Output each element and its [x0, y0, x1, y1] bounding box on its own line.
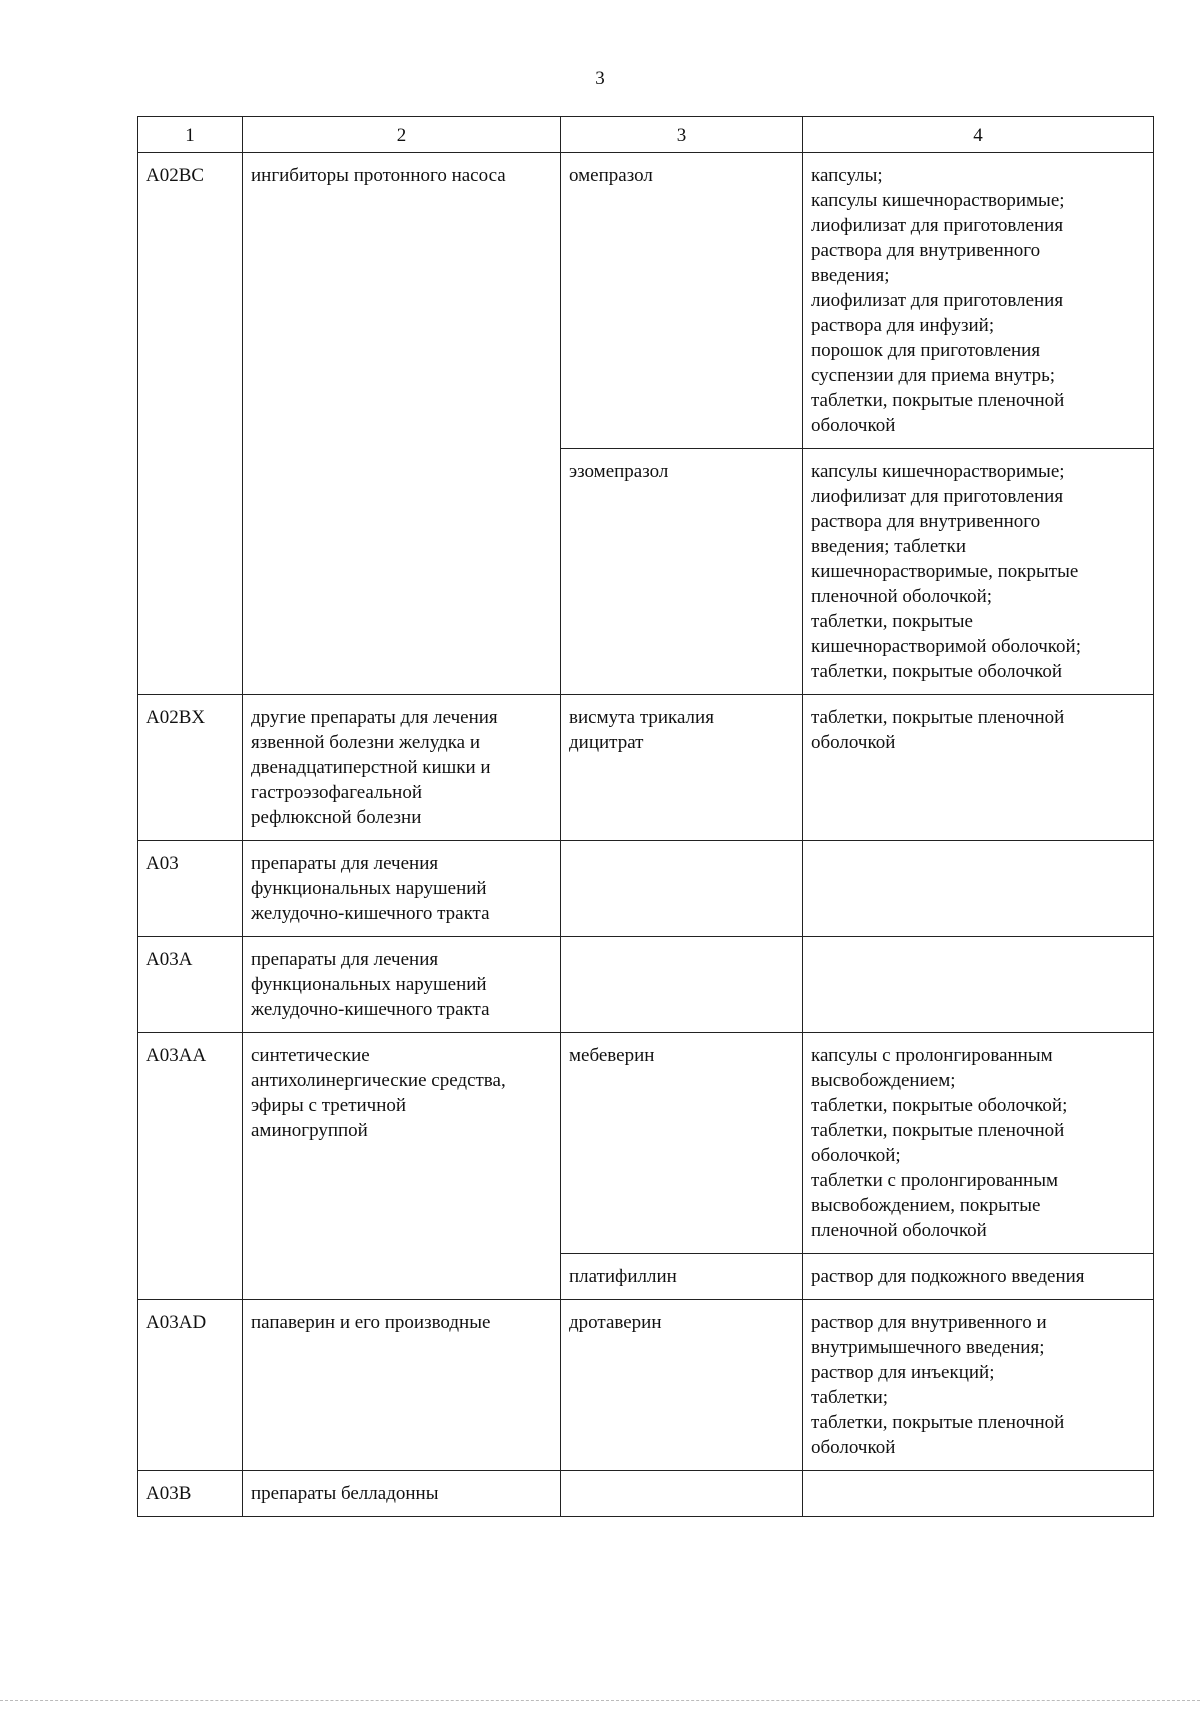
drug-name-cell: платифиллин: [561, 1254, 803, 1300]
dosage-forms-cell: раствор для подкожного введения: [803, 1254, 1154, 1300]
group-name-cell: препараты для лечения функциональных нарушений желудочно-кишечного тракта: [243, 841, 561, 937]
drug-name-cell: [561, 841, 803, 937]
dosage-forms-cell: капсулы кишечнорастворимые; лиофилизат для приготовления раствора для внутривенного введения; таблетки кишечнорастворимые, покрытые пленочной оболочкой; таблетки, покрытые кишечнорастворимой оболочкой; таблетки, покрытые оболочкой: [803, 449, 1154, 695]
table-row: [138, 1033, 1154, 1254]
table-row: [138, 841, 1154, 937]
atc-code-cell: A03AD: [138, 1300, 243, 1471]
header-row: [138, 117, 1154, 153]
group-name-cell: препараты белладонны: [243, 1471, 561, 1517]
dosage-forms-cell: таблетки, покрытые пленочной оболочкой: [803, 695, 1154, 841]
drug-name-cell: [561, 937, 803, 1033]
table-body: [138, 153, 1154, 1517]
column-header: 1: [138, 117, 243, 153]
table-header: [138, 117, 1154, 153]
dosage-forms-cell: капсулы с пролонгированным высвобождением; таблетки, покрытые оболочкой; таблетки, покрытые пленочной оболочкой; таблетки с пролонгированным высвобождением, покрытые пленочной оболочкой: [803, 1033, 1154, 1254]
drug-name-cell: эзомепразол: [561, 449, 803, 695]
drug-name-cell: дротаверин: [561, 1300, 803, 1471]
atc-code-cell: A03B: [138, 1471, 243, 1517]
table-row: [138, 695, 1154, 841]
table-row: [138, 153, 1154, 449]
group-name-cell: ингибиторы протонного насоса: [243, 153, 561, 695]
column-header: 4: [803, 117, 1154, 153]
drug-table: [137, 116, 1154, 1517]
group-name-cell: препараты для лечения функциональных нарушений желудочно-кишечного тракта: [243, 937, 561, 1033]
drug-name-cell: [561, 1471, 803, 1517]
dosage-forms-cell: [803, 937, 1154, 1033]
drug-name-cell: мебеверин: [561, 1033, 803, 1254]
dosage-forms-cell: капсулы; капсулы кишечнорастворимые; лиофилизат для приготовления раствора для внутривенного введения; лиофилизат для приготовления раствора для инфузий; порошок для приготовления суспензии для приема внутрь; таблетки, покрытые пленочной оболочкой: [803, 153, 1154, 449]
atc-code-cell: A02BC: [138, 153, 243, 695]
table-row: [138, 1300, 1154, 1471]
drug-name-cell: висмута трикалия дицитрат: [561, 695, 803, 841]
page-number: 3: [595, 68, 605, 89]
atc-code-cell: A02BX: [138, 695, 243, 841]
table-row: [138, 1471, 1154, 1517]
dosage-forms-cell: [803, 841, 1154, 937]
column-header: 2: [243, 117, 561, 153]
atc-code-cell: A03A: [138, 937, 243, 1033]
drug-name-cell: омепразол: [561, 153, 803, 449]
atc-code-cell: A03: [138, 841, 243, 937]
dosage-forms-cell: [803, 1471, 1154, 1517]
group-name-cell: папаверин и его производные: [243, 1300, 561, 1471]
atc-code-cell: A03AA: [138, 1033, 243, 1300]
group-name-cell: синтетические антихолинергические средства, эфиры с третичной аминогруппой: [243, 1033, 561, 1300]
column-header: 3: [561, 117, 803, 153]
group-name-cell: другие препараты для лечения язвенной болезни желудка и двенадцатиперстной кишки и гастроэзофагеальной рефлюксной болезни: [243, 695, 561, 841]
table-row: [138, 937, 1154, 1033]
scan-edge-line: [0, 1700, 1200, 1701]
dosage-forms-cell: раствор для внутривенного и внутримышечного введения; раствор для инъекций; таблетки; таблетки, покрытые пленочной оболочкой: [803, 1300, 1154, 1471]
